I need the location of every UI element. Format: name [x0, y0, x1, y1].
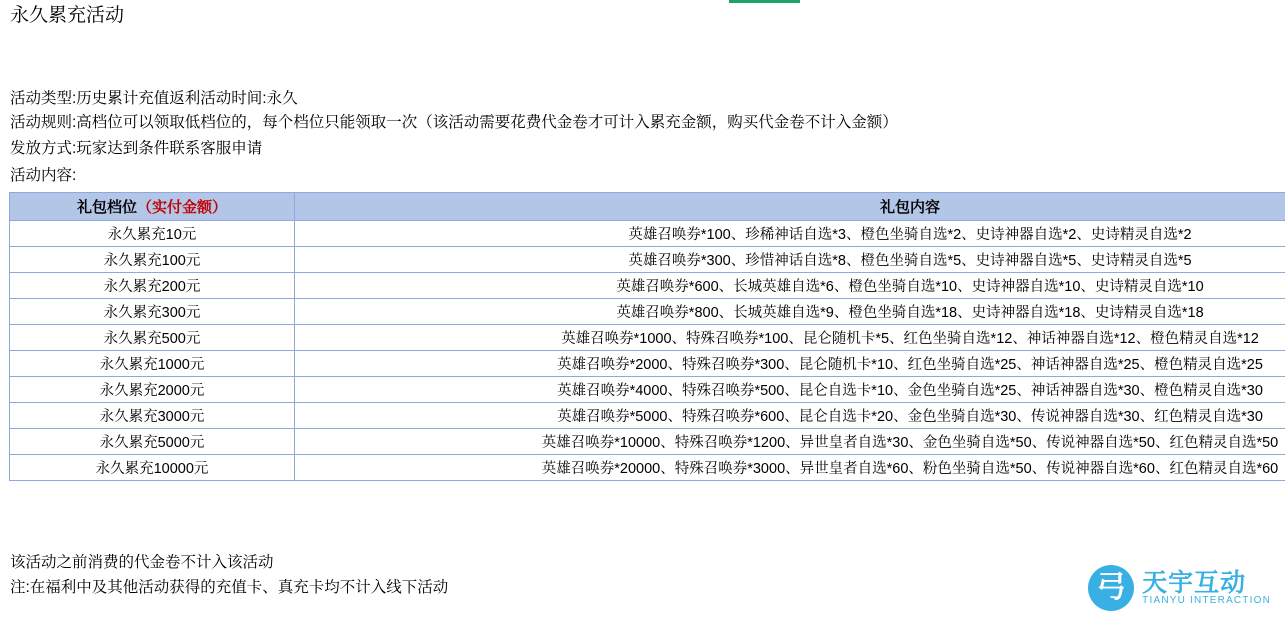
table-row: [10, 325, 1285, 351]
cell-content: 英雄召唤券*600、长城英雄自选*6、橙色坐骑自选*10、史诗神器自选*10、史诗精灵自选*10: [295, 273, 1285, 299]
activity-rules-line: 活动规则:高档位可以领取低档位的，每个档位只能领取一次（该活动需要花费代金卷才可计入累充金额，购买代金卷不计入金额）: [10, 114, 898, 131]
cell-content: 英雄召唤券*4000、特殊召唤券*500、昆仑自选卡*10、金色坐骑自选*25、神话神器自选*30、橙色精灵自选*30: [295, 377, 1285, 403]
page-title: 永久累充活动: [10, 5, 125, 26]
table-header-row: [10, 193, 1285, 221]
watermark-brand-en: TIANYU INTERACTION: [1142, 594, 1271, 606]
cell-tier: 永久累充300元: [10, 299, 295, 325]
column-header-tier: [10, 193, 295, 221]
table-row: [10, 351, 1285, 377]
cell-content: 英雄召唤券*20000、特殊召唤券*3000、异世皇者自选*60、粉色坐骑自选*50、传说神器自选*60、红色精灵自选*60: [295, 455, 1285, 481]
cell-tier: 永久累充3000元: [10, 403, 295, 429]
cell-tier: 永久累充10000元: [10, 455, 295, 481]
table-row: [10, 299, 1285, 325]
watermark: [1088, 565, 1271, 611]
footer-note-2: 注:在福利中及其他活动获得的充值卡、真充卡均不计入线下活动: [10, 579, 449, 596]
cell-content: 英雄召唤券*1000、特殊召唤券*100、昆仑随机卡*5、红色坐骑自选*12、神话神器自选*12、橙色精灵自选*12: [295, 325, 1285, 351]
table-row: [10, 429, 1285, 455]
cell-tier: 永久累充100元: [10, 247, 295, 273]
cell-content: 英雄召唤券*2000、特殊召唤券*300、昆仑随机卡*10、红色坐骑自选*25、神话神器自选*25、橙色精灵自选*25: [295, 351, 1285, 377]
footer-note-1: 该活动之前消费的代金卷不计入该活动: [10, 554, 274, 571]
table-row: [10, 247, 1285, 273]
cell-content: 英雄召唤券*100、珍稀神话自选*3、橙色坐骑自选*2、史诗神器自选*2、史诗精灵自选*2: [295, 221, 1285, 247]
table-row: [10, 403, 1285, 429]
column-header-tier-note: （实付金额）: [137, 199, 228, 216]
table-body: [10, 221, 1285, 481]
table-row: [10, 273, 1285, 299]
gift-tier-table: [9, 192, 1285, 481]
watermark-brand-cn: 天宇互动: [1142, 568, 1247, 597]
cell-tier: 永久累充10元: [10, 221, 295, 247]
cell-tier: 永久累充5000元: [10, 429, 295, 455]
cell-content: 英雄召唤券*10000、特殊召唤券*1200、异世皇者自选*30、金色坐骑自选*50、传说神器自选*50、红色精灵自选*50: [295, 429, 1285, 455]
watermark-text: [1142, 570, 1271, 607]
watermark-logo-icon: 弓: [1088, 565, 1134, 611]
table-row: [10, 221, 1285, 247]
cell-content: 英雄召唤券*5000、特殊召唤券*600、昆仑自选卡*20、金色坐骑自选*30、传说神器自选*30、红色精灵自选*30: [295, 403, 1285, 429]
activity-type-line: 活动类型:历史累计充值返利活动时间:永久: [10, 90, 298, 107]
column-header-content: 礼包内容: [295, 193, 1285, 221]
table-row: [10, 377, 1285, 403]
distribution-method-line: 发放方式:玩家达到条件联系客服申请: [10, 140, 263, 157]
activity-content-label: 活动内容:: [10, 167, 77, 184]
column-header-tier-text: 礼包档位: [76, 199, 137, 216]
cell-tier: 永久累充500元: [10, 325, 295, 351]
cell-tier: 永久累充2000元: [10, 377, 295, 403]
sheet-tab-accent: [729, 0, 800, 3]
table-row: [10, 455, 1285, 481]
cell-content: 英雄召唤券*800、长城英雄自选*9、橙色坐骑自选*18、史诗神器自选*18、史诗精灵自选*18: [295, 299, 1285, 325]
cell-content: 英雄召唤券*300、珍惜神话自选*8、橙色坐骑自选*5、史诗神器自选*5、史诗精灵自选*5: [295, 247, 1285, 273]
cell-tier: 永久累充200元: [10, 273, 295, 299]
cell-tier: 永久累充1000元: [10, 351, 295, 377]
